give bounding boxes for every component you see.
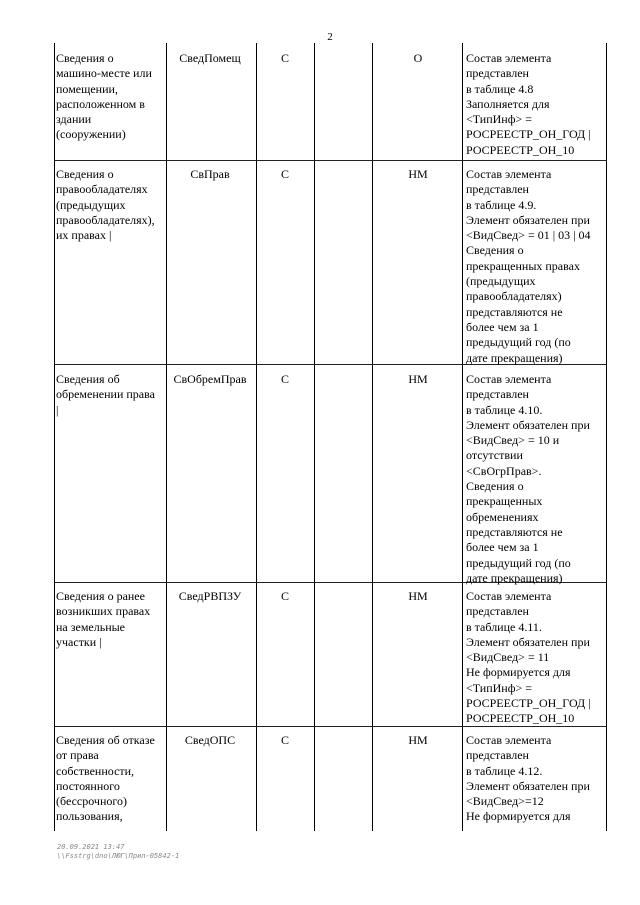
footer-timestamp: 20.09.2021 13:47 [57, 843, 125, 851]
element-name: Сведения о ранее возникших правах на земельные участки | [56, 589, 151, 649]
element-required: НМ [408, 372, 428, 386]
element-description: Состав элемента представлен в таблице 4.12. Элемент обязателен при <ВидСвед>=12 Не формируется для [466, 733, 590, 824]
element-type: С [280, 372, 289, 386]
element-type: С [280, 167, 289, 181]
element-name: Сведения об обременении права | [56, 372, 155, 417]
row-separator [54, 160, 607, 161]
element-description: Состав элемента представлен в таблице 4.9. Элемент обязателен при <ВидСвед> = 01 | 03 | 04 Сведения о прекращенных правах (предыдущих правообладателях) представляются не более чем за 1 предыдущий год (по дате прекращения) [466, 167, 591, 365]
element-required: НМ [408, 589, 428, 603]
element-type: С [280, 733, 289, 747]
footer-path: \\Fsstrg\dno\ЛЮГ\Прил-05842-1 [57, 852, 180, 860]
element-required: О [413, 51, 423, 65]
table-rule [256, 43, 257, 831]
element-code: СведОПС [184, 733, 236, 747]
table-rule [54, 43, 55, 831]
element-name: Сведения об отказе от права собственности, постоянного (бессрочного) пользования, [56, 733, 155, 824]
element-required: НМ [408, 167, 428, 181]
element-description: Состав элемента представлен в таблице 4.10. Элемент обязателен при <ВидСвед> = 10 и отсутствии <СвОгрПрав>. Сведения о прекращенных обременениях представляются не более чем за 1 предыдущий год (по дате прекращения) [466, 372, 590, 585]
element-type: С [280, 589, 289, 603]
element-code: СвПрав [190, 167, 230, 181]
table-rule [166, 43, 167, 831]
element-code: СвОбремПрав [173, 372, 247, 386]
element-code: СведРВПЗУ [178, 589, 242, 603]
table-rule [372, 43, 373, 831]
element-name: Сведения о машино-месте или помещении, расположенном в здании (сооружении) [56, 51, 152, 142]
table-rule [314, 43, 315, 831]
table-rule [462, 43, 463, 831]
element-type: С [280, 51, 289, 65]
element-description: Состав элемента представлен в таблице 4.8 Заполняется для <ТипИнф> = РОСРЕЕСТР_ОН_ГОД | РОСРЕЕСТР_ОН_10 [466, 51, 591, 157]
element-code: СведПомещ [179, 51, 241, 65]
element-required: НМ [408, 733, 428, 747]
page-number: 2 [327, 31, 333, 43]
element-description: Состав элемента представлен в таблице 4.11. Элемент обязателен при <ВидСвед> = 11 Не формируется для <ТипИнф> = РОСРЕЕСТР_ОН_ГОД | РОСРЕЕСТР_ОН_10 [466, 589, 591, 726]
element-name: Сведения о правообладателях (предыдущих правообладателях), их правах | [56, 167, 155, 243]
